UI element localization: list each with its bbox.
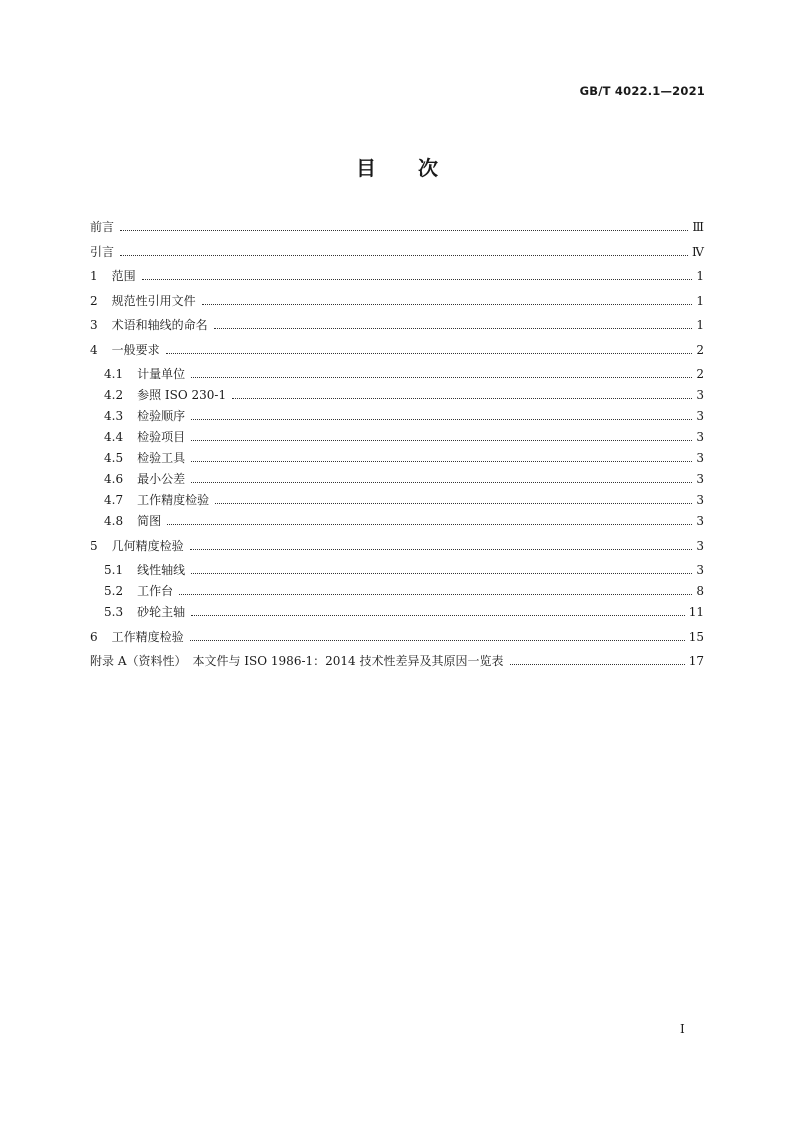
toc-entry-label: 工作精度检验 — [111, 629, 184, 644]
toc-dot-leader — [202, 303, 693, 305]
toc-entry-label: 砂轮主轴 — [137, 605, 186, 619]
toc-dot-leader — [191, 460, 692, 462]
toc-entry-number: 4.5 — [104, 451, 124, 465]
toc-entry-number: 1 — [90, 269, 98, 283]
toc-entry-number: 4.7 — [104, 493, 124, 507]
toc-entry[interactable] — [90, 386, 704, 407]
toc-entry-label: 检验项目 — [137, 430, 186, 444]
toc-entry[interactable] — [90, 652, 704, 673]
toc-entry-page: Ⅳ — [692, 244, 704, 259]
toc-entry[interactable] — [90, 449, 704, 470]
toc-entry-page: 3 — [696, 451, 704, 465]
toc-dot-leader — [120, 254, 688, 256]
toc-entry-number: 4.3 — [104, 409, 124, 423]
toc-entry-label: 工作精度检验 — [137, 493, 210, 507]
toc-entry-page: 3 — [696, 514, 704, 528]
toc-entry[interactable] — [90, 316, 704, 337]
toc-entry[interactable] — [90, 365, 704, 386]
toc-dot-leader — [214, 327, 693, 329]
toc-entry-label: 引言 — [90, 244, 115, 259]
toc-dot-leader — [191, 439, 692, 441]
toc-entry-page: Ⅲ — [692, 220, 704, 234]
toc-entry[interactable] — [90, 407, 704, 428]
toc-entry-page: 8 — [696, 584, 704, 598]
toc-entry[interactable] — [90, 628, 704, 649]
toc-dot-leader — [191, 481, 692, 483]
standard-code: GB/T 4022.1—2021 — [579, 84, 705, 98]
toc-dot-leader — [232, 397, 692, 399]
toc-entry-page: 3 — [696, 388, 704, 402]
toc-entry-number: 5.2 — [104, 584, 124, 598]
toc-entry[interactable] — [90, 582, 704, 603]
toc-entry-page: 3 — [696, 563, 704, 577]
toc-entry-page: 1 — [696, 293, 704, 308]
toc-dot-leader — [191, 418, 692, 420]
toc-entry-page: 1 — [696, 269, 704, 283]
toc-entry-number: 2 — [90, 293, 98, 308]
toc-entry-page: 3 — [696, 472, 704, 486]
toc-entry-label: 检验顺序 — [137, 409, 186, 423]
toc-entry-page: 3 — [696, 430, 704, 444]
toc-entry-number: 4.2 — [104, 388, 124, 402]
toc-dot-leader — [166, 352, 693, 354]
toc-entry-label: 简图 — [137, 514, 162, 528]
toc-entry-page: 11 — [688, 605, 704, 619]
toc-entry-label: 术语和轴线的命名 — [111, 318, 208, 332]
toc-dot-leader — [190, 548, 693, 550]
toc-entry-number: 5.1 — [104, 563, 124, 577]
toc-entry[interactable] — [90, 341, 704, 362]
toc-entry-number: 4 — [90, 342, 98, 357]
toc-entry-number: 4.1 — [104, 367, 124, 381]
toc-entry-label: 范围 — [111, 269, 136, 283]
toc-entry-label: 前言 — [90, 220, 115, 234]
toc-entry[interactable] — [90, 603, 704, 624]
toc-entry-page: 3 — [696, 409, 704, 423]
toc-entry[interactable] — [90, 491, 704, 512]
toc-dot-leader — [190, 639, 685, 641]
toc-entry-label: 工作台 — [137, 584, 174, 598]
toc-dot-leader — [191, 614, 685, 616]
toc-entry-number: 3 — [90, 318, 98, 332]
toc-dot-leader — [167, 523, 692, 525]
toc-entry-label: 检验工具 — [137, 451, 186, 465]
table-of-contents — [90, 218, 704, 677]
toc-entry[interactable] — [90, 428, 704, 449]
toc-entry[interactable] — [90, 512, 704, 533]
toc-entry-label: 线性轴线 — [137, 563, 186, 577]
toc-entry[interactable] — [90, 267, 704, 288]
toc-entry[interactable] — [90, 561, 704, 582]
toc-entry[interactable] — [90, 292, 704, 313]
page-number: I — [680, 1022, 685, 1036]
toc-entry-page: 2 — [696, 342, 704, 357]
title-char-2: 次 — [418, 156, 438, 180]
title-char-1: 目 — [356, 156, 376, 180]
toc-dot-leader — [120, 229, 688, 231]
toc-entry[interactable] — [90, 470, 704, 491]
toc-dot-leader — [191, 376, 692, 378]
toc-dot-leader — [191, 572, 692, 574]
toc-entry-label: 参照 ISO 230-1 — [137, 388, 227, 402]
toc-dot-leader — [510, 663, 685, 665]
toc-entry-page: 3 — [696, 493, 704, 507]
toc-entry-number: 4.8 — [104, 514, 124, 528]
toc-entry-number: 4.4 — [104, 430, 124, 444]
toc-entry[interactable] — [90, 243, 704, 264]
toc-entry-number: 5.3 — [104, 605, 124, 619]
toc-entry-label: 一般要求 — [111, 342, 160, 357]
toc-entry-page: 15 — [688, 629, 704, 644]
toc-entry-number: 6 — [90, 629, 98, 644]
toc-entry-page: 2 — [696, 367, 704, 381]
toc-dot-leader — [142, 278, 693, 280]
toc-dot-leader — [215, 502, 692, 504]
toc-entry-page: 3 — [696, 538, 704, 553]
toc-entry-number: 4.6 — [104, 472, 124, 486]
toc-dot-leader — [179, 593, 692, 595]
toc-entry-label: 规范性引用文件 — [111, 293, 196, 308]
toc-entry-label: 几何精度检验 — [111, 538, 184, 553]
page-title — [0, 152, 794, 181]
toc-entry-page: 17 — [688, 654, 704, 668]
toc-entry-page: 1 — [696, 318, 704, 332]
toc-entry-label: 计量单位 — [137, 367, 186, 381]
toc-entry[interactable] — [90, 218, 704, 239]
toc-entry-label: 最小公差 — [137, 472, 186, 486]
toc-entry-label: 附录 A（资料性） 本文件与 ISO 1986-1：2014 技术性差异及其原因一览表 — [90, 654, 504, 668]
toc-entry-number: 5 — [90, 538, 98, 553]
toc-entry[interactable] — [90, 537, 704, 558]
